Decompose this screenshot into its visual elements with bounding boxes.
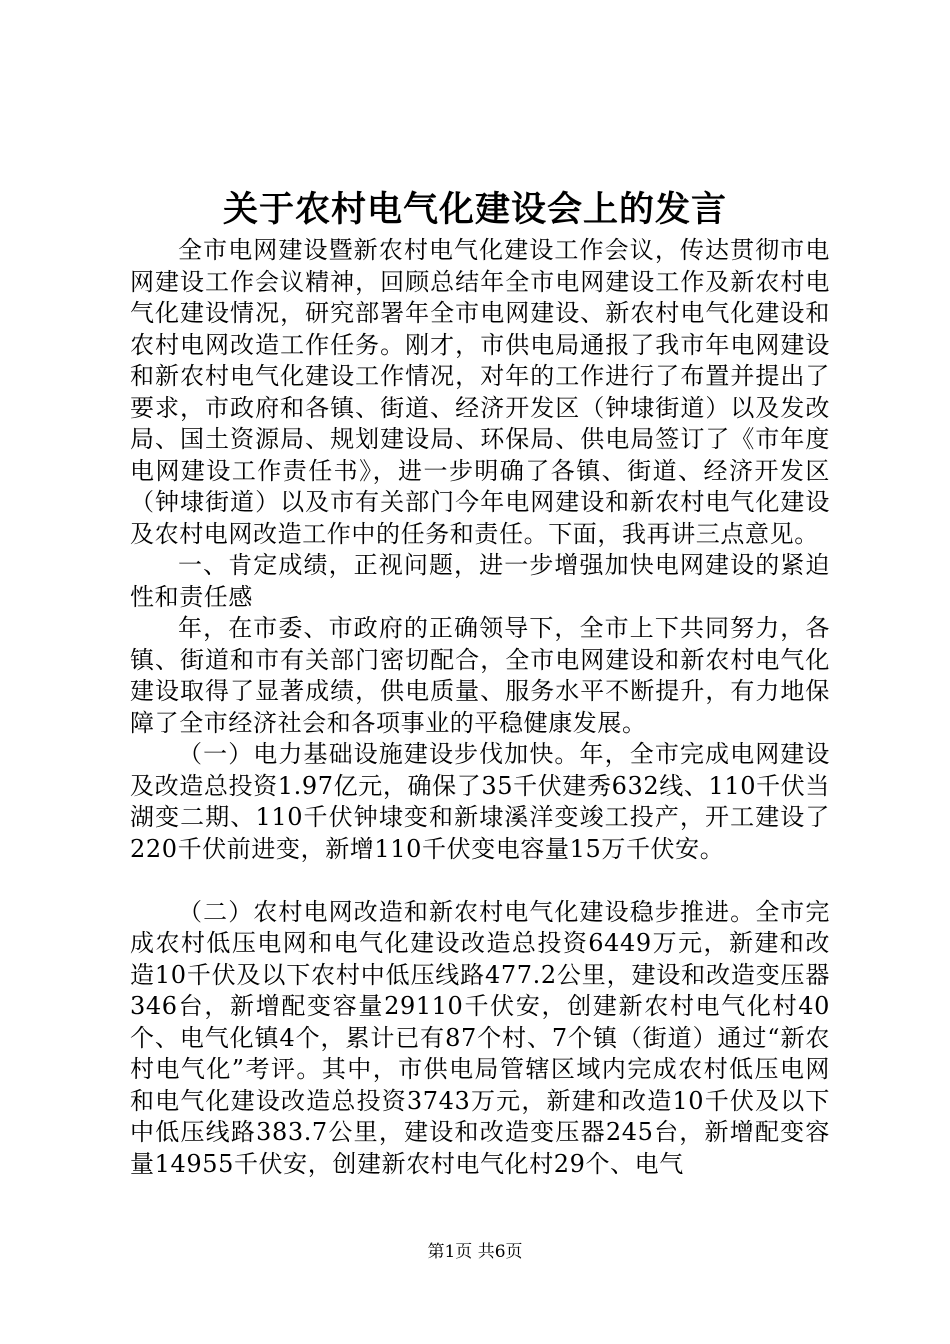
section-heading-one: 一、肯定成绩，正视问题，进一步增强加快电网建设的紧迫性和责任感 [130,551,830,611]
document-body [130,235,830,1180]
page-number-footer: 第1页 共6页 [427,1242,523,1262]
paragraph-intro: 全市电网建设暨新农村电气化建设工作会议，传达贯彻市电网建设工作会议精神，回顾总结年全市电网建设工作及新农村电气化建设情况，研究部署年全市电网建设、新农村电气化建设和农村电网改造工作任务。刚才，市供电局通报了我市年电网建设和新农村电气化建设工作情况，对年的工作进行了布置并提出了要求，市政府和各镇、街道、经济开发区（钟埭街道）以及发改局、国土资源局、规划建设局、环保局、供电局签订了《市年度电网建设工作责任书》，进一步明确了各镇、街道、经济开发区（钟埭街道）以及市有关部门今年电网建设和新农村电气化建设及农村电网改造工作中的任务和责任。下面，我再讲三点意见。 [130,236,830,548]
paragraph-achievements: 年，在市委、市政府的正确领导下，全市上下共同努力，各镇、街道和市有关部门密切配合，全市电网建设和新农村电气化建设取得了显著成绩，供电质量、服务水平不断提升，有力地保障了全市经济社会和各项事业的平稳健康发展。 [130,614,830,737]
paragraph-item-two: （二）农村电网改造和新农村电气化建设稳步推进。全市完成农村低压电网和电气化建设改造总投资6449万元，新建和改造10千伏及以下农村中低压线路477.2公里，建设和改造变压器346台，新增配变容量29110千伏安，创建新农村电气化村40个、电气化镇4个，累计已有87个村、7个镇（街道）通过“新农村电气化”考评。其中，市供电局管辖区域内完成农村低压电网和电气化建设改造总投资3743万元，新建和改造10千伏及以下中低压线路383.7公里，建设和改造变压器245台，新增配变容量14955千伏安，创建新农村电气化村29个、电气 [130,897,830,1178]
paragraph-item-one: （一）电力基础设施建设步伐加快。年，全市完成电网建设及改造总投资1.97亿元，确保了35千伏建秀632线、110千伏当湖变二期、110千伏钟埭变和新埭溪洋变竣工投产，开工建设了220千伏前进变，新增110千伏变电容量15万千伏安。 [130,740,830,863]
document-title: 关于农村电气化建设会上的发言 [222,189,727,230]
